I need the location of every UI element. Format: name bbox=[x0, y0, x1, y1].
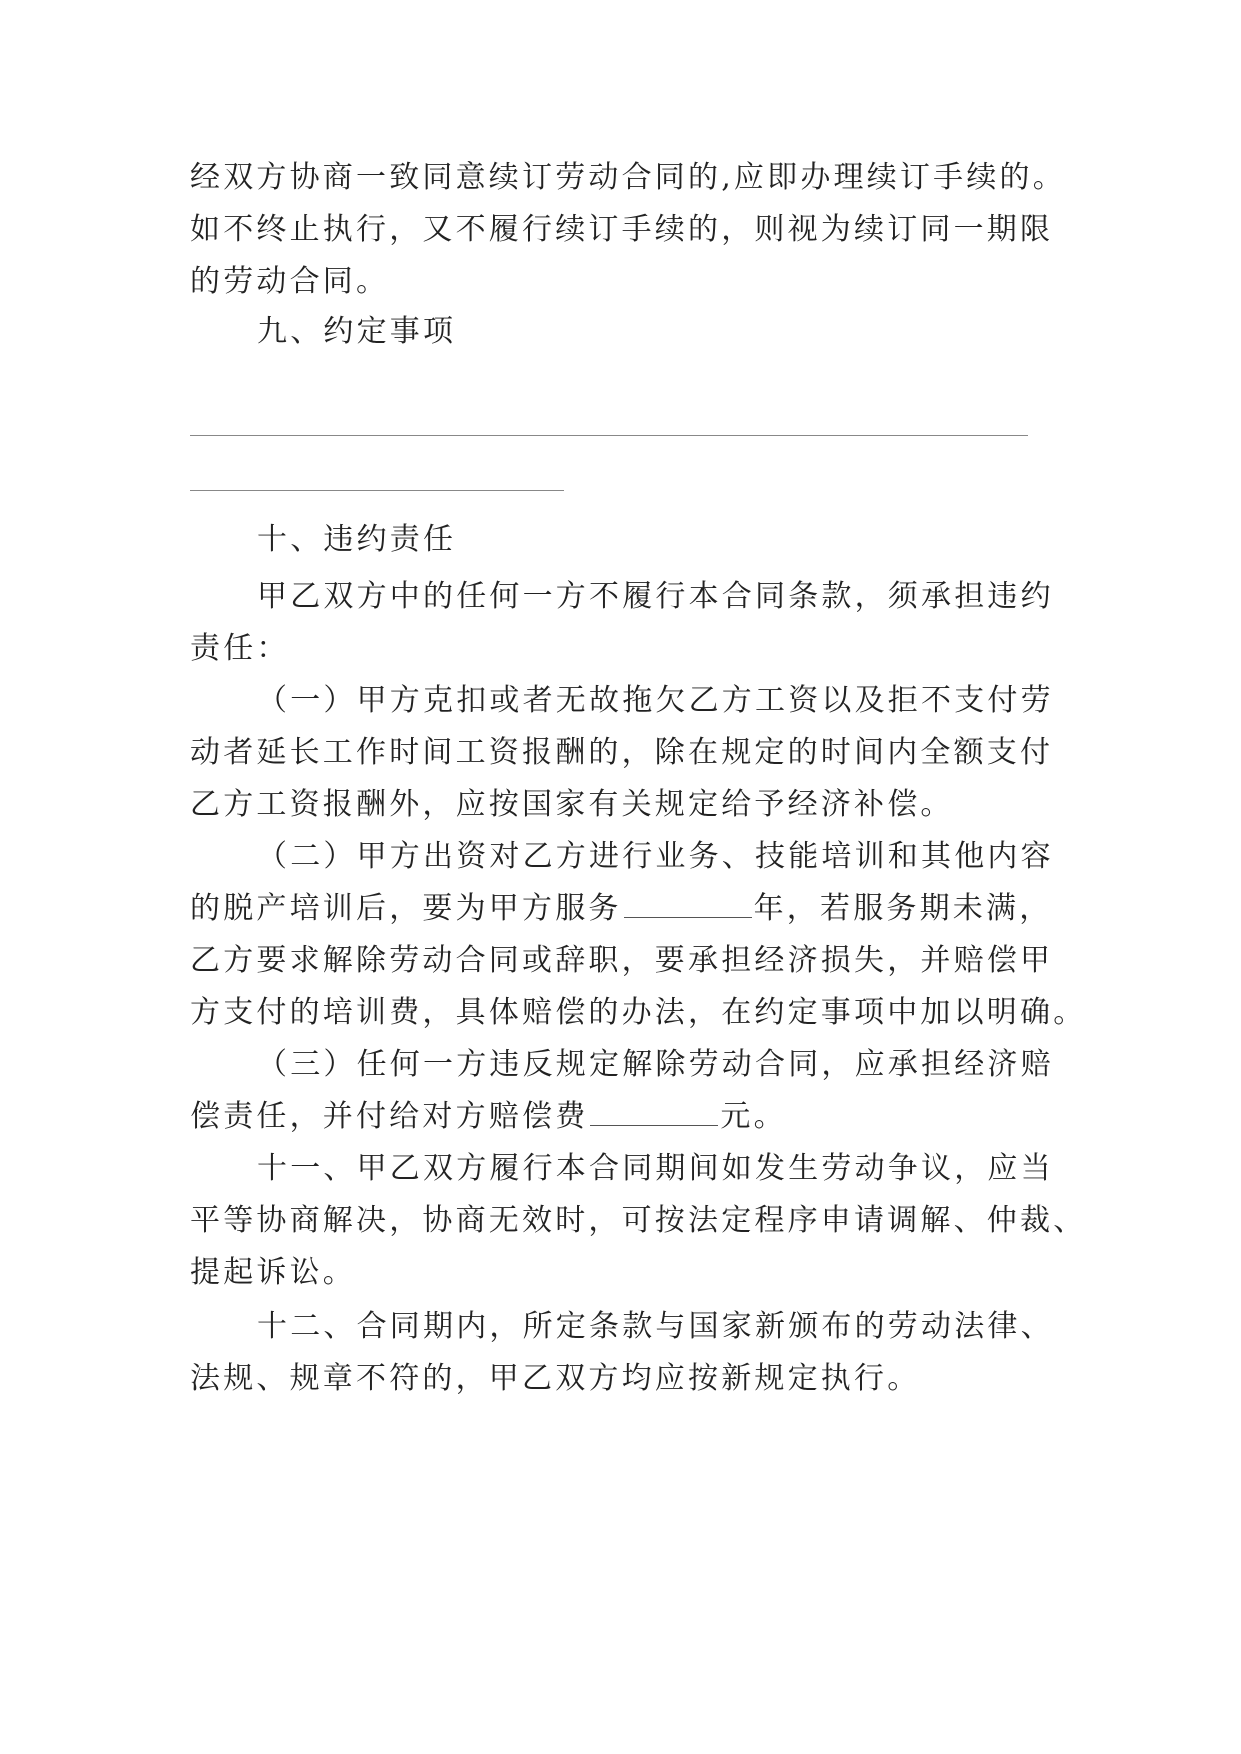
section-11-line: 提起诉讼。 bbox=[190, 1255, 356, 1290]
list-item-2-line: （二）甲方出资对乙方进行业务、技能培训和其他内容 bbox=[257, 839, 1054, 874]
list-item-1-line: 乙方工资报酬外，应按国家有关规定给予经济补偿。 bbox=[190, 787, 954, 822]
text-segment: 年，若服务期未满， bbox=[753, 891, 1053, 926]
list-item-3-line bbox=[190, 1097, 787, 1137]
text-segment: 的脱产培训后，要为甲方服务 bbox=[190, 891, 622, 926]
section-11-line: 十一、甲乙双方履行本合同期间如发生劳动争议，应当 bbox=[257, 1151, 1054, 1186]
paragraph-line: 如不终止执行，又不履行续订手续的，则视为续订同一期限 bbox=[190, 212, 1054, 247]
list-item-2-line bbox=[190, 889, 1052, 929]
list-item-2-line: 方支付的培训费，具体赔偿的办法，在约定事项中加以明确。 bbox=[190, 995, 1087, 1030]
paragraph-line: 责任： bbox=[190, 631, 290, 666]
text-segment: 偿责任，并付给对方赔偿费 bbox=[190, 1099, 589, 1134]
section-12-line: 法规、规章不符的，甲乙双方均应按新规定执行。 bbox=[190, 1361, 921, 1396]
text-segment: 元。 bbox=[720, 1099, 787, 1134]
list-item-1-line: 动者延长工作时间工资报酬的，除在规定的时间内全额支付 bbox=[190, 735, 1054, 770]
section-heading-10: 十、违约责任 bbox=[257, 522, 457, 557]
fill-in-blank bbox=[624, 891, 752, 918]
list-item-2-line: 乙方要求解除劳动合同或辞职，要承担经济损失，并赔偿甲 bbox=[190, 943, 1054, 978]
fill-in-line bbox=[190, 490, 564, 491]
section-11-line: 平等协商解决，协商无效时，可按法定程序申请调解、仲裁、 bbox=[190, 1203, 1087, 1238]
section-heading-9: 九、约定事项 bbox=[257, 314, 457, 349]
paragraph-line: 的劳动合同。 bbox=[190, 264, 390, 299]
fill-in-blank bbox=[590, 1099, 718, 1126]
section-12-line: 十二、合同期内，所定条款与国家新颁布的劳动法律、 bbox=[257, 1309, 1054, 1344]
fill-in-line bbox=[190, 435, 1028, 436]
paragraph-line: 甲乙双方中的任何一方不履行本合同条款，须承担违约 bbox=[257, 579, 1054, 614]
paragraph-line: 经双方协商一致同意续订劳动合同的,应即办理续订手续的。 bbox=[190, 160, 1066, 195]
list-item-1-line: （一）甲方克扣或者无故拖欠乙方工资以及拒不支付劳 bbox=[257, 683, 1054, 718]
list-item-3-line: （三）任何一方违反规定解除劳动合同，应承担经济赔 bbox=[257, 1047, 1054, 1082]
